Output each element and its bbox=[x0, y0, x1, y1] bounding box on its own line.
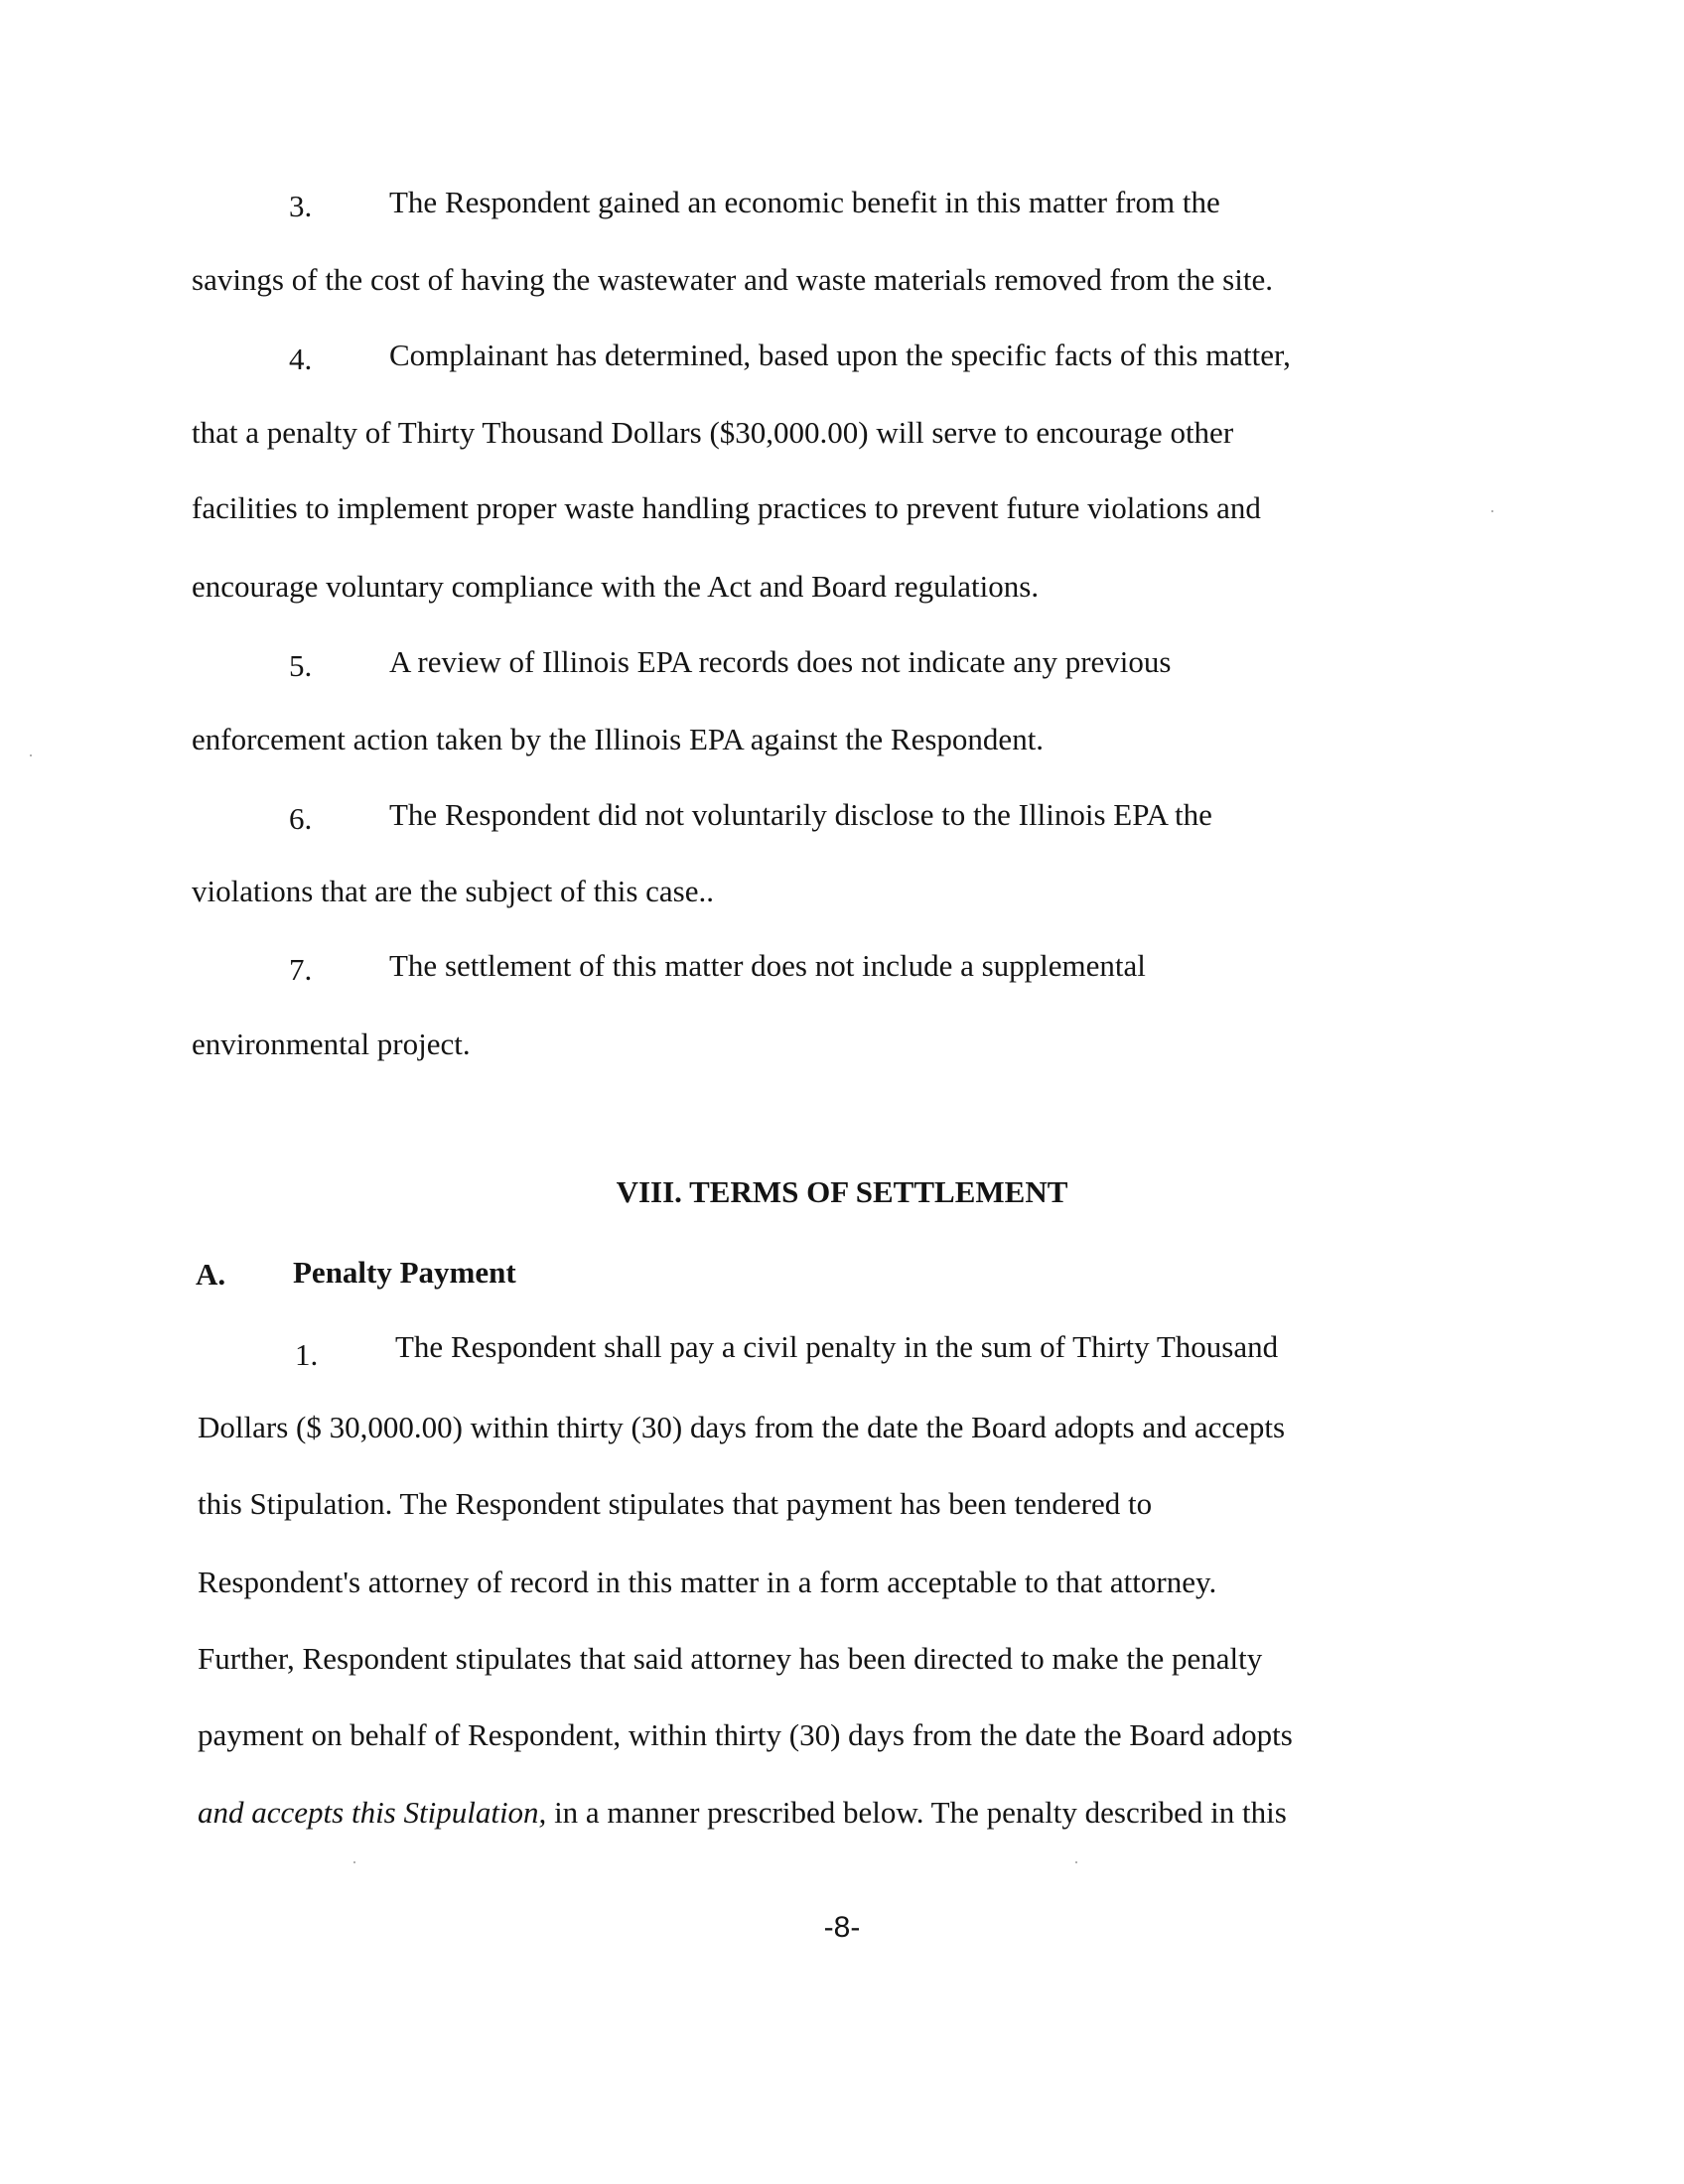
paragraph-7-line-2: environmental project. bbox=[192, 1026, 471, 1061]
payment-line-6: payment on behalf of Respondent, within thirty (30) days from the date the Board adopts bbox=[198, 1717, 1293, 1752]
paragraph-4-number: 4. bbox=[289, 341, 313, 376]
paragraph-6-line-1: The Respondent did not voluntarily disclose to the Illinois EPA the bbox=[389, 797, 1212, 832]
payment-paragraph-number: 1. bbox=[295, 1337, 319, 1372]
paragraph-3-line-2: savings of the cost of having the wastewater and waste materials removed from the site. bbox=[192, 262, 1273, 297]
scan-speck bbox=[30, 754, 32, 756]
payment-line-7 bbox=[198, 1797, 1287, 1828]
subsection-letter: A. bbox=[196, 1257, 226, 1292]
subsection-title: Penalty Payment bbox=[293, 1255, 516, 1290]
paragraph-4-line-2: that a penalty of Thirty Thousand Dollars ($30,000.00) will serve to encourage other bbox=[192, 415, 1234, 450]
section-heading: VIII. TERMS OF SETTLEMENT bbox=[616, 1174, 1068, 1209]
paragraph-5-line-2: enforcement action taken by the Illinois EPA against the Respondent. bbox=[192, 722, 1045, 756]
page-number: -8- bbox=[823, 1911, 861, 1944]
paragraph-6-line-2: violations that are the subject of this case.. bbox=[192, 874, 714, 908]
payment-line-1: The Respondent shall pay a civil penalty in the sum of Thirty Thousand bbox=[395, 1329, 1279, 1364]
payment-line-3: this Stipulation. The Respondent stipulates that payment has been tendered to bbox=[198, 1486, 1153, 1521]
paragraph-6-number: 6. bbox=[289, 801, 313, 836]
paragraph-4-line-4: encourage voluntary compliance with the Act and Board regulations. bbox=[192, 569, 1040, 604]
payment-line-5: Further, Respondent stipulates that said attorney has been directed to make the penalty bbox=[198, 1641, 1263, 1676]
scan-speck bbox=[353, 1861, 355, 1863]
payment-line-7-italic: and accepts this Stipulation, bbox=[198, 1795, 547, 1830]
scan-speck bbox=[1075, 1861, 1077, 1863]
paragraph-4-line-3: facilities to implement proper waste handling practices to prevent future violations and bbox=[192, 490, 1261, 525]
paragraph-7-line-1: The settlement of this matter does not include a supplemental bbox=[389, 948, 1146, 983]
payment-line-4: Respondent's attorney of record in this matter in a form acceptable to that attorney. bbox=[198, 1565, 1217, 1599]
paragraph-3-number: 3. bbox=[289, 189, 313, 223]
paragraph-3-line-1: The Respondent gained an economic benefit in this matter from the bbox=[389, 185, 1220, 219]
paragraph-5-number: 5. bbox=[289, 648, 313, 683]
payment-line-2: Dollars ($ 30,000.00) within thirty (30) days from the date the Board adopts and accepts bbox=[198, 1410, 1286, 1444]
scan-speck bbox=[1491, 510, 1493, 512]
paragraph-4-line-1: Complainant has determined, based upon the specific facts of this matter, bbox=[389, 338, 1291, 372]
payment-line-7-rest: in a manner prescribed below. The penalty described in this bbox=[546, 1795, 1287, 1830]
paragraph-7-number: 7. bbox=[289, 952, 313, 987]
paragraph-5-line-1: A review of Illinois EPA records does not indicate any previous bbox=[389, 644, 1172, 679]
